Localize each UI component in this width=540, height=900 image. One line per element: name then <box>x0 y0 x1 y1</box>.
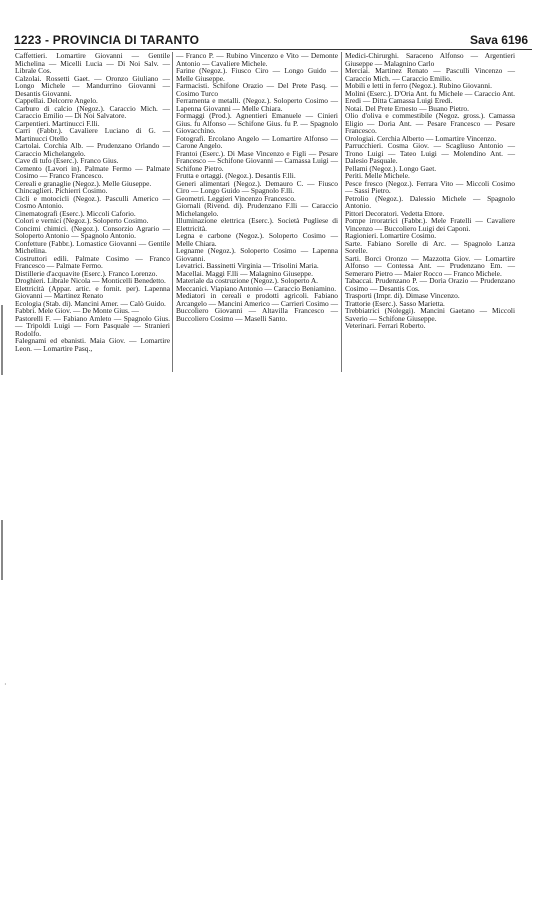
listing-entry: Legname (Negoz.). Soloperto Cosimo — Lapenna Giovanni. <box>176 246 338 263</box>
listing-entry: Concimi chimici. (Negoz.). Consorzio Agrario — Soloperto Antonio — Spagnolo Antonio. <box>15 223 170 240</box>
column-divider <box>172 52 173 372</box>
listing-entry: Cereali e granaglie (Negoz.). Melle Giuseppe. <box>15 178 152 188</box>
listing-entry: Materiale da costruzione (Negoz.). Soloperto A. <box>176 276 319 285</box>
listing-entry: Colori e vernici (Negoz.). Soloperto Cosimo. <box>15 216 149 225</box>
listing-entry: Pesce fresco (Negoz.). Ferrara Vito — Miccoli Cosimo — Sassi Pietro. <box>345 178 515 195</box>
listing-entry: Notai. Del Prete Ernesto — Buano Pietro. <box>345 103 469 113</box>
listing-entry: Ecologia (Stab. di). Mancini Amer. — Calò Guido. <box>15 298 166 308</box>
listing-entry: Fabbri. Mele Giov. — De Monte Gius. — <box>15 306 139 315</box>
listing-entry: Periti. Melle Michele. <box>345 171 410 180</box>
listing-entry: Pellami (Negoz.). Longo Gaet. <box>345 163 437 173</box>
listing-entry: Illuminazione elettrica (Eserc.). Società Pugliese di Elettricità. <box>176 216 338 233</box>
listing-entry: Formaggi (Prod.). Agnentieri Emanuele — Cinieri Gius. fu Alfonso — Schifone Gius. fu P. — Spagnolo Giovacchino. <box>176 111 338 135</box>
listing-entry: Legna e carbone (Negoz.). Soloperto Cosimo — Melle Chiara. <box>176 231 338 248</box>
listing-entry: Tabaccai. Prudenzano P. — Doria Orazio — Prudenzano Cosimo — Desantis Cos. <box>345 276 515 293</box>
listing-entry: Trattorie (Eserc.). Sasso Marietta. <box>345 298 445 308</box>
listing-column-2 <box>176 52 338 322</box>
listing-entry: Veterinari. Ferrari Roberto. <box>345 321 426 330</box>
listing-column-3 <box>345 52 515 330</box>
listing-entry: Farmacisti. Schifone Orazio — Del Prete Pasq. — Cosimo Turco <box>176 81 338 98</box>
listing-entry: Trasporti (Impr. di). Dimase Vincenzo. <box>345 291 460 300</box>
listing-column-1 <box>15 52 170 352</box>
listing-entry: Frutta e ortaggi. (Negoz.). Desantis F.lli. <box>176 171 296 180</box>
listing-entry: Droghieri. Librale Nicola — Monticelli Benedetto. <box>15 276 166 285</box>
listing-entry: Orologiai. Cerchia Alberto — Lomartire Vincenzo. <box>345 133 497 143</box>
listing-entry: Carburo di calcio (Negoz.). Caraccio Mich. — Caraccio Emilio — Di Noi Salvatore. <box>15 103 170 120</box>
listing-entry: Pastorelli F. — Fabiano Amleto — Spagnolo Gius. — Tripoldi Luigi — Forn Pasquale — Stranieri Rodolfo. <box>15 313 170 338</box>
listing-entry: Mediatori in cereali e prodotti agricoli. Fabiano Arcangelo — Mancini Americo — Carrieri Cosimo — Buccoliero Giovanni — Altavilla Francesco — Buccoliero Cosimo — Maselli Santo. <box>176 291 338 323</box>
listing-entry: Medici-Chirurghi. Saraceno Alfonso — Argentieri Giuseppe — Malagnino Carlo <box>345 51 515 68</box>
listing-entry: Merciai. Martinez Renato — Pasculli Vincenzo — Caraccio Mich. — Caraccio Emilio. <box>345 66 515 83</box>
listing-entry: Sarti. Borci Oronzo — Mazzotta Giov. — Lomartire Alfonso — Contessa Ant. — Prudenzano Em. — Semeraro Pietro — Maier Rocco — Franco Michele. <box>345 253 515 278</box>
listing-entry: Ferramenta e metalli. (Negoz.). Soloperto Cosimo — Lapenna Giovanni — Melle Chiara. <box>176 96 338 113</box>
page-number-province: 1223 - PROVINCIA DI TARANTO <box>14 33 200 47</box>
listing-entry: Pompe irroratrici (Fabbr.). Mele Fratelli — Cavaliere Vincenzo — Buccoliero Luigi dei Caponi. <box>345 216 515 233</box>
listing-entry: Distillerie d'acquavite (Eserc.). Franco Lorenzo. <box>15 268 158 278</box>
page-header <box>14 33 534 47</box>
listing-entry: Cicli e motocicli (Negoz.). Pasculli Americo — Cosmo Antonio. <box>15 193 170 210</box>
listing-entry: — Franco P. — Rubino Vincenzo e Vito — Demonte Antonio — Cavaliere Michele. <box>176 51 338 68</box>
listing-entry: Falegnami ed ebanisti. Maia Giov. — Lomartire Leon. — Lomartire Pasq., <box>15 336 170 353</box>
margin-tick: · <box>4 680 7 689</box>
listing-entry: Confetture (Fabbr.). Lomastice Giovanni — Gentile Michelina. <box>15 238 170 255</box>
listing-entry: Carri (Fabbr.). Cavaliere Luciano di G. — Martinucci Otello <box>15 126 170 143</box>
listing-entry: Giornali (Rivend. di). Prudenzano F.lli — Caraccio Michelangelo. <box>176 201 338 218</box>
listing-entry: Molini (Eserc.). D'Oria Ant. fu Michele — Caraccio Ant. Eredi — Ditta Camassa Luigi Eredi. <box>345 88 515 105</box>
listing-entry: Sarte. Fabiano Sorelle di Arc. — Spagnolo Lanza Sorelle. <box>345 238 515 255</box>
listing-entry: Cinematografi (Eserc.). Miccoli Caforio. <box>15 208 136 218</box>
listing-entry: Carpentieri. Martinucci F.lli. <box>15 118 100 128</box>
listing-entry: Fotografi. Ercolano Angelo — Lomartire Alfonso — Carone Angelo. <box>176 133 338 150</box>
listing-entry: Parrucchieri. Cosma Giov. — Scagliuso Antonio — Trono Luigi — Tateo Luigi — Molendino Ant. — Dalesio Pasquale. <box>345 141 515 165</box>
listing-entry: Costruttori edili. Palmate Cosimo — Franco Francesco — Palmate Fermo. <box>15 253 170 270</box>
listing-entry: Pittori Decoratori. Vedetta Ettore. <box>345 208 445 218</box>
binding-edge-mark <box>1 305 3 375</box>
listing-entry: Frantoi (Eserc.). Di Mase Vincenzo e Figli — Pesare Francesco — Schifone Giovanni — Camassa Luigi — Schifone Pietro. <box>176 148 338 173</box>
listing-entry: Meccanici. Viapiano Antonio — Caraccio Beniamino. <box>176 283 337 293</box>
listing-entry: Calzolai. Rossetti Gaet. — Oronzo Giuliano — Longo Michele — Mandurrino Giovanni — Desantis Giovanni. <box>15 73 170 98</box>
listing-entry: Petrolio (Negoz.). Dalessio Michele — Spagnolo Antonio. <box>345 193 515 210</box>
listing-entry: Ragionieri. Lomartire Cosimo. <box>345 231 437 240</box>
listing-entry: Cemento (Lavori in). Palmate Fermo — Palmate Cosimo — Franco Francesco. <box>15 163 170 180</box>
header-rule <box>14 49 532 50</box>
listing-entry: Farine (Negoz.). Fiusco Ciro — Longo Guido — Melle Giuseppe. <box>176 66 338 83</box>
listing-entry: Generi alimentari (Negoz.). Demauro C. — Fiusco Ciro — Longo Guido — Spagnolo F.lli. <box>176 178 338 195</box>
listing-entry: Cave di tufo (Eserc.). Franco Gius. <box>15 156 119 165</box>
listing-entry: Macellai. Maggi F.lli — Malagnino Giuseppe. <box>176 268 313 278</box>
listing-entry: Cartolai. Corchia Alb. — Prudenzano Orlando — Caraccio Michelangelo. <box>15 141 170 158</box>
listing-entry: Geometri. Leggieri Vincenzo Francesco. <box>176 193 296 203</box>
listing-entry: Chincaglieri. Pichierri Cosimo. <box>15 186 108 195</box>
listing-entry: Cappellai. Delcorre Angelo. <box>15 96 98 105</box>
listing-entry: Levatrici. Bassinetti Virginia — Trisolini Maria. <box>176 261 319 270</box>
listing-entry: Caffettieri. Lomartire Giovanni — Gentile Michelina — Micelli Lucia — Di Noi Salv. — Librale Cos. <box>15 51 170 75</box>
binding-edge-mark <box>1 520 3 580</box>
town-heading: Sava 6196 <box>469 33 528 47</box>
listing-entry: Trebbiatrici (Noleggi). Mancini Gaetano — Miccoli Saverio — Schifone Giuseppe. <box>345 306 515 323</box>
listing-entry: Mobili e letti in ferro (Negoz.). Rubino Giovanni. <box>345 81 492 90</box>
column-divider <box>341 52 342 372</box>
listing-entry: Elettricità (Appar. artic. e fornit. per). Lapenna Giovanni — Martinez Renato <box>15 283 170 300</box>
listing-entry: Olio d'oliva e commestibile (Negoz. gross.). Camassa Eligio — Doria Ant. — Pesare Francesco — Pesare Francesco. <box>345 111 515 135</box>
